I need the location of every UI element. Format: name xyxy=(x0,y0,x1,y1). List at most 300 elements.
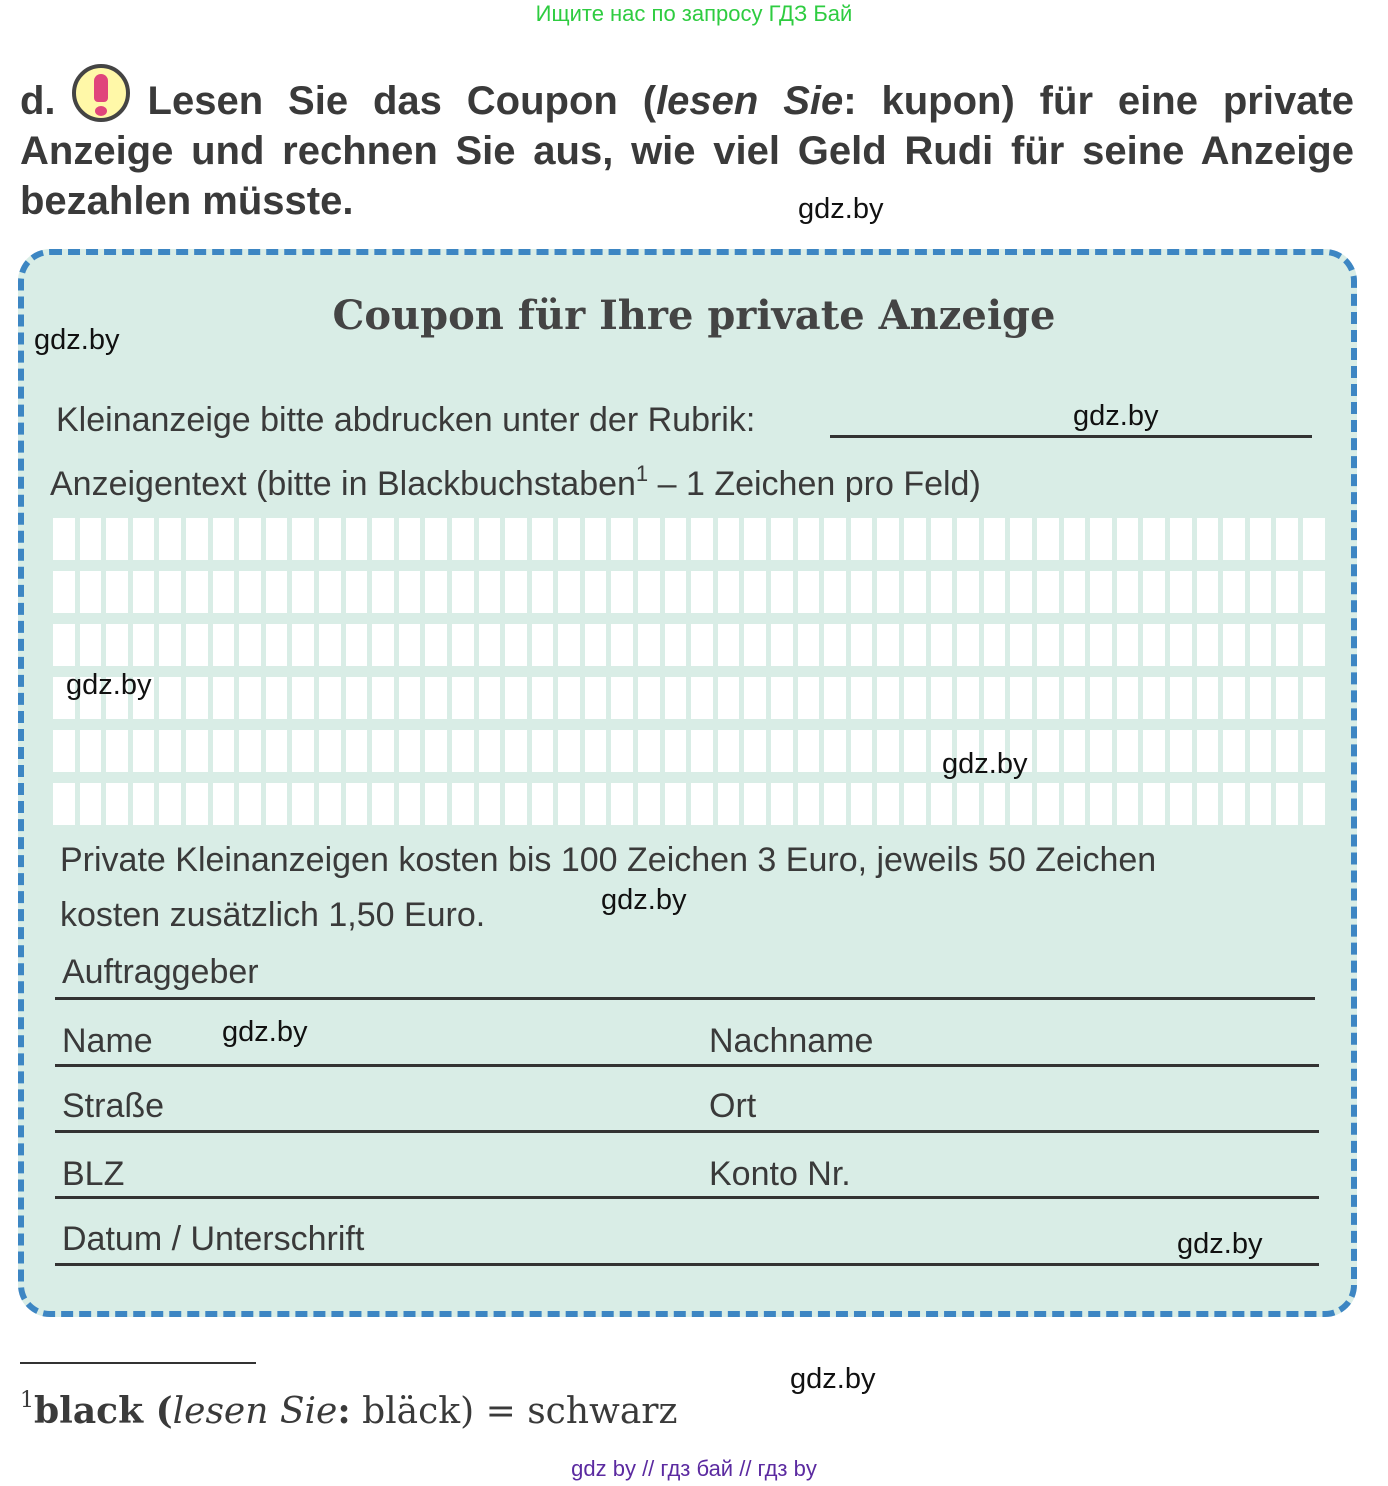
character-cell[interactable] xyxy=(1037,571,1059,613)
character-cell[interactable] xyxy=(877,783,899,825)
character-cell[interactable] xyxy=(239,783,261,825)
character-cell[interactable] xyxy=(399,783,421,825)
character-cell[interactable] xyxy=(638,518,660,560)
character-cell[interactable] xyxy=(611,518,633,560)
character-cell[interactable] xyxy=(213,571,235,613)
character-cell[interactable] xyxy=(1037,677,1059,719)
character-cell[interactable] xyxy=(718,730,740,772)
character-cell[interactable] xyxy=(479,677,501,719)
character-cell[interactable] xyxy=(904,518,926,560)
character-cell[interactable] xyxy=(80,730,102,772)
footnote-colon: : xyxy=(337,1390,351,1432)
character-cell[interactable] xyxy=(1064,677,1086,719)
character-cell[interactable] xyxy=(213,624,235,666)
character-cell[interactable] xyxy=(372,730,394,772)
character-cell[interactable] xyxy=(266,730,288,772)
character-cell[interactable] xyxy=(1037,730,1059,772)
character-cell[interactable] xyxy=(239,624,261,666)
character-cell[interactable] xyxy=(611,783,633,825)
character-cell[interactable] xyxy=(399,571,421,613)
character-cell[interactable] xyxy=(1037,783,1059,825)
character-cell[interactable] xyxy=(159,677,181,719)
character-cell[interactable] xyxy=(1223,571,1245,613)
character-cell[interactable] xyxy=(186,730,208,772)
character-cell[interactable] xyxy=(1143,677,1165,719)
character-cell[interactable] xyxy=(611,624,633,666)
character-cell[interactable] xyxy=(346,783,368,825)
character-cell[interactable] xyxy=(479,624,501,666)
character-cell[interactable] xyxy=(585,518,607,560)
character-cell[interactable] xyxy=(1117,571,1139,613)
character-cell[interactable] xyxy=(239,677,261,719)
character-cell[interactable] xyxy=(638,677,660,719)
character-cell[interactable] xyxy=(665,518,687,560)
character-cell[interactable] xyxy=(1223,518,1245,560)
character-cell[interactable] xyxy=(877,571,899,613)
character-cell[interactable] xyxy=(372,783,394,825)
character-cell[interactable] xyxy=(319,571,341,613)
character-cell[interactable] xyxy=(638,624,660,666)
character-cell[interactable] xyxy=(266,571,288,613)
character-cell[interactable] xyxy=(266,518,288,560)
character-cell[interactable] xyxy=(798,783,820,825)
character-cell[interactable] xyxy=(665,783,687,825)
character-cell[interactable] xyxy=(239,730,261,772)
footnote-italic: lesen Sie xyxy=(172,1391,338,1432)
character-cell[interactable] xyxy=(1117,783,1139,825)
character-cell[interactable] xyxy=(957,518,979,560)
character-cell[interactable] xyxy=(744,677,766,719)
character-cell[interactable] xyxy=(798,571,820,613)
character-cell[interactable] xyxy=(1223,624,1245,666)
character-grid[interactable] xyxy=(53,518,1323,836)
character-cell[interactable] xyxy=(718,783,740,825)
character-cell[interactable] xyxy=(585,571,607,613)
character-cell[interactable] xyxy=(1170,730,1192,772)
character-cell[interactable] xyxy=(186,783,208,825)
coupon-title: Coupon für Ihre private Anzeige xyxy=(332,292,1056,339)
character-cell[interactable] xyxy=(904,730,926,772)
character-cell[interactable] xyxy=(798,730,820,772)
character-cell[interactable] xyxy=(186,571,208,613)
character-cell[interactable] xyxy=(1197,624,1219,666)
character-cell[interactable] xyxy=(851,518,873,560)
character-cell[interactable] xyxy=(771,518,793,560)
character-cell[interactable] xyxy=(798,518,820,560)
character-cell[interactable] xyxy=(425,571,447,613)
character-cell[interactable] xyxy=(213,677,235,719)
character-cell[interactable] xyxy=(479,783,501,825)
character-cell[interactable] xyxy=(957,571,979,613)
character-cell[interactable] xyxy=(1117,518,1139,560)
character-cell[interactable] xyxy=(1064,783,1086,825)
character-cell[interactable] xyxy=(106,783,128,825)
character-cell[interactable] xyxy=(877,624,899,666)
character-cell[interactable] xyxy=(1170,571,1192,613)
character-cell[interactable] xyxy=(771,783,793,825)
character-cell[interactable] xyxy=(80,783,102,825)
character-cell[interactable] xyxy=(558,624,580,666)
character-cell[interactable] xyxy=(957,783,979,825)
character-cell[interactable] xyxy=(133,571,155,613)
character-cell[interactable] xyxy=(159,730,181,772)
footnote-pronunciation: bläck) xyxy=(350,1391,475,1432)
character-cell[interactable] xyxy=(346,518,368,560)
character-cell[interactable] xyxy=(452,730,474,772)
character-cell[interactable] xyxy=(638,783,660,825)
character-cell[interactable] xyxy=(744,730,766,772)
character-cell[interactable] xyxy=(532,571,554,613)
character-cell[interactable] xyxy=(824,783,846,825)
character-cell[interactable] xyxy=(1223,730,1245,772)
character-cell[interactable] xyxy=(771,571,793,613)
character-cell[interactable] xyxy=(718,624,740,666)
character-cell[interactable] xyxy=(558,571,580,613)
character-cell[interactable] xyxy=(452,624,474,666)
name-field-line[interactable] xyxy=(55,1064,1319,1067)
character-cell[interactable] xyxy=(691,624,713,666)
character-cell[interactable] xyxy=(771,677,793,719)
character-cell[interactable] xyxy=(1143,571,1165,613)
character-cell[interactable] xyxy=(133,518,155,560)
character-cell[interactable] xyxy=(346,677,368,719)
character-cell[interactable] xyxy=(1303,783,1325,825)
character-cell[interactable] xyxy=(319,677,341,719)
character-cell[interactable] xyxy=(1276,518,1298,560)
character-cell[interactable] xyxy=(292,518,314,560)
character-cell[interactable] xyxy=(53,571,75,613)
character-cell[interactable] xyxy=(1170,677,1192,719)
character-cell[interactable] xyxy=(1197,518,1219,560)
character-cell[interactable] xyxy=(1143,624,1165,666)
character-cell[interactable] xyxy=(319,624,341,666)
character-cell[interactable] xyxy=(1250,624,1272,666)
character-cell[interactable] xyxy=(372,677,394,719)
character-cell[interactable] xyxy=(1170,783,1192,825)
character-cell[interactable] xyxy=(1117,677,1139,719)
character-cell[interactable] xyxy=(452,518,474,560)
character-cell[interactable] xyxy=(1064,624,1086,666)
character-cell[interactable] xyxy=(1090,677,1112,719)
character-cell[interactable] xyxy=(399,624,421,666)
rubrik-label: Kleinanzeige bitte abdrucken unter der Rubrik: xyxy=(56,401,756,439)
character-cell[interactable] xyxy=(824,677,846,719)
character-cell[interactable] xyxy=(1010,624,1032,666)
character-cell[interactable] xyxy=(824,571,846,613)
character-cell[interactable] xyxy=(904,677,926,719)
character-cell[interactable] xyxy=(931,518,953,560)
character-cell[interactable] xyxy=(931,624,953,666)
character-cell[interactable] xyxy=(505,624,527,666)
character-cell[interactable] xyxy=(106,571,128,613)
character-cell[interactable] xyxy=(1064,730,1086,772)
character-cell[interactable] xyxy=(53,624,75,666)
character-cell[interactable] xyxy=(585,783,607,825)
character-cell[interactable] xyxy=(744,571,766,613)
character-cell[interactable] xyxy=(346,571,368,613)
character-cell[interactable] xyxy=(292,677,314,719)
character-cell[interactable] xyxy=(399,730,421,772)
character-cell[interactable] xyxy=(1250,518,1272,560)
character-cell[interactable] xyxy=(1276,783,1298,825)
character-cell[interactable] xyxy=(851,624,873,666)
character-cell[interactable] xyxy=(665,624,687,666)
character-cell[interactable] xyxy=(186,624,208,666)
character-cell[interactable] xyxy=(133,730,155,772)
character-cell[interactable] xyxy=(798,677,820,719)
character-cell[interactable] xyxy=(133,783,155,825)
character-cell[interactable] xyxy=(1090,783,1112,825)
character-cell[interactable] xyxy=(213,730,235,772)
character-cell[interactable] xyxy=(266,783,288,825)
character-cell[interactable] xyxy=(558,677,580,719)
character-cell[interactable] xyxy=(1143,783,1165,825)
character-cell[interactable] xyxy=(1303,518,1325,560)
character-cell[interactable] xyxy=(532,624,554,666)
character-cell[interactable] xyxy=(1117,624,1139,666)
character-cell[interactable] xyxy=(425,518,447,560)
character-cell[interactable] xyxy=(532,783,554,825)
character-cell[interactable] xyxy=(159,571,181,613)
character-cell[interactable] xyxy=(319,783,341,825)
character-cell[interactable] xyxy=(984,624,1006,666)
character-cell[interactable] xyxy=(159,624,181,666)
character-cell[interactable] xyxy=(1250,571,1272,613)
character-cell[interactable] xyxy=(558,730,580,772)
character-cell[interactable] xyxy=(851,571,873,613)
character-cell[interactable] xyxy=(744,518,766,560)
character-cell[interactable] xyxy=(1303,730,1325,772)
character-cell[interactable] xyxy=(292,624,314,666)
character-cell[interactable] xyxy=(665,571,687,613)
character-cell[interactable] xyxy=(425,677,447,719)
character-cell[interactable] xyxy=(771,624,793,666)
character-cell[interactable] xyxy=(1197,783,1219,825)
character-cell[interactable] xyxy=(1223,677,1245,719)
character-cell[interactable] xyxy=(1170,624,1192,666)
character-cell[interactable] xyxy=(399,677,421,719)
character-cell[interactable] xyxy=(1090,571,1112,613)
character-cell[interactable] xyxy=(532,730,554,772)
character-cell[interactable] xyxy=(372,571,394,613)
grid-row xyxy=(53,730,1323,772)
anzeigentext-label-main: Anzeigentext (bitte in Blackbuchstaben xyxy=(50,465,636,503)
character-cell[interactable] xyxy=(904,624,926,666)
character-cell[interactable] xyxy=(984,783,1006,825)
character-cell[interactable] xyxy=(1276,730,1298,772)
character-cell[interactable] xyxy=(877,730,899,772)
character-cell[interactable] xyxy=(691,571,713,613)
character-cell[interactable] xyxy=(984,518,1006,560)
character-cell[interactable] xyxy=(53,730,75,772)
character-cell[interactable] xyxy=(1170,518,1192,560)
character-cell[interactable] xyxy=(106,730,128,772)
character-cell[interactable] xyxy=(744,783,766,825)
character-cell[interactable] xyxy=(691,518,713,560)
character-cell[interactable] xyxy=(1090,624,1112,666)
character-cell[interactable] xyxy=(558,518,580,560)
character-cell[interactable] xyxy=(611,730,633,772)
character-cell[interactable] xyxy=(1250,677,1272,719)
character-cell[interactable] xyxy=(665,677,687,719)
character-cell[interactable] xyxy=(505,730,527,772)
character-cell[interactable] xyxy=(904,571,926,613)
character-cell[interactable] xyxy=(984,571,1006,613)
bottom-links[interactable]: gdz by // гдз бай // гдз by xyxy=(571,1456,817,1481)
character-cell[interactable] xyxy=(638,730,660,772)
character-cell[interactable] xyxy=(691,730,713,772)
character-cell[interactable] xyxy=(80,518,102,560)
character-cell[interactable] xyxy=(957,624,979,666)
character-cell[interactable] xyxy=(824,730,846,772)
character-cell[interactable] xyxy=(372,518,394,560)
character-cell[interactable] xyxy=(718,518,740,560)
character-cell[interactable] xyxy=(186,518,208,560)
strasse-label: Straße xyxy=(62,1087,165,1125)
character-cell[interactable] xyxy=(1276,624,1298,666)
character-cell[interactable] xyxy=(931,571,953,613)
watermark: gdz.by xyxy=(601,884,687,916)
character-cell[interactable] xyxy=(1303,571,1325,613)
character-cell[interactable] xyxy=(851,730,873,772)
blz-field-line[interactable] xyxy=(55,1196,1319,1199)
character-cell[interactable] xyxy=(292,571,314,613)
top-banner[interactable]: Ищите нас по запросу ГДЗ Бай xyxy=(535,1,853,26)
character-cell[interactable] xyxy=(1303,677,1325,719)
character-cell[interactable] xyxy=(106,518,128,560)
character-cell[interactable] xyxy=(425,730,447,772)
character-cell[interactable] xyxy=(1143,730,1165,772)
character-cell[interactable] xyxy=(532,677,554,719)
character-cell[interactable] xyxy=(213,518,235,560)
strasse-field-line[interactable] xyxy=(55,1130,1319,1133)
character-cell[interactable] xyxy=(585,677,607,719)
character-cell[interactable] xyxy=(691,783,713,825)
nachname-label: Nachname xyxy=(709,1022,874,1060)
character-cell[interactable] xyxy=(1010,783,1032,825)
character-cell[interactable] xyxy=(399,518,421,560)
character-cell[interactable] xyxy=(186,677,208,719)
character-cell[interactable] xyxy=(931,783,953,825)
character-cell[interactable] xyxy=(1197,571,1219,613)
character-cell[interactable] xyxy=(824,624,846,666)
character-cell[interactable] xyxy=(266,624,288,666)
character-cell[interactable] xyxy=(319,518,341,560)
character-cell[interactable] xyxy=(1090,730,1112,772)
character-cell[interactable] xyxy=(744,624,766,666)
character-cell[interactable] xyxy=(718,677,740,719)
character-cell[interactable] xyxy=(1250,730,1272,772)
character-cell[interactable] xyxy=(638,571,660,613)
character-cell[interactable] xyxy=(452,571,474,613)
character-cell[interactable] xyxy=(346,624,368,666)
character-cell[interactable] xyxy=(80,624,102,666)
character-cell[interactable] xyxy=(479,571,501,613)
character-cell[interactable] xyxy=(611,571,633,613)
character-cell[interactable] xyxy=(1276,677,1298,719)
character-cell[interactable] xyxy=(824,518,846,560)
character-cell[interactable] xyxy=(611,677,633,719)
character-cell[interactable] xyxy=(213,783,235,825)
character-cell[interactable] xyxy=(346,730,368,772)
character-cell[interactable] xyxy=(292,730,314,772)
character-cell[interactable] xyxy=(53,518,75,560)
character-cell[interactable] xyxy=(1250,783,1272,825)
character-cell[interactable] xyxy=(718,571,740,613)
character-cell[interactable] xyxy=(931,677,953,719)
character-cell[interactable] xyxy=(106,624,128,666)
character-cell[interactable] xyxy=(1010,677,1032,719)
character-cell[interactable] xyxy=(479,730,501,772)
character-cell[interactable] xyxy=(425,624,447,666)
character-cell[interactable] xyxy=(452,677,474,719)
character-cell[interactable] xyxy=(877,518,899,560)
character-cell[interactable] xyxy=(1037,624,1059,666)
character-cell[interactable] xyxy=(1037,518,1059,560)
character-cell[interactable] xyxy=(1117,730,1139,772)
character-cell[interactable] xyxy=(159,783,181,825)
character-cell[interactable] xyxy=(505,571,527,613)
datum-field-line[interactable] xyxy=(55,1263,1319,1266)
character-cell[interactable] xyxy=(505,518,527,560)
character-cell[interactable] xyxy=(505,677,527,719)
character-cell[interactable] xyxy=(292,783,314,825)
character-cell[interactable] xyxy=(319,730,341,772)
character-cell[interactable] xyxy=(904,783,926,825)
character-cell[interactable] xyxy=(957,677,979,719)
character-cell[interactable] xyxy=(771,730,793,772)
character-cell[interactable] xyxy=(851,783,873,825)
character-cell[interactable] xyxy=(239,571,261,613)
character-cell[interactable] xyxy=(505,783,527,825)
character-cell[interactable] xyxy=(691,677,713,719)
character-cell[interactable] xyxy=(1010,518,1032,560)
character-cell[interactable] xyxy=(1064,518,1086,560)
character-cell[interactable] xyxy=(1197,730,1219,772)
character-cell[interactable] xyxy=(1276,571,1298,613)
character-cell[interactable] xyxy=(798,624,820,666)
character-cell[interactable] xyxy=(585,730,607,772)
character-cell[interactable] xyxy=(239,518,261,560)
character-cell[interactable] xyxy=(851,677,873,719)
character-cell[interactable] xyxy=(266,677,288,719)
character-cell[interactable] xyxy=(1303,624,1325,666)
character-cell[interactable] xyxy=(1143,518,1165,560)
character-cell[interactable] xyxy=(585,624,607,666)
character-cell[interactable] xyxy=(558,783,580,825)
character-cell[interactable] xyxy=(133,624,155,666)
character-cell[interactable] xyxy=(452,783,474,825)
ort-label: Ort xyxy=(709,1087,757,1125)
character-cell[interactable] xyxy=(665,730,687,772)
character-cell[interactable] xyxy=(372,624,394,666)
character-cell[interactable] xyxy=(1010,571,1032,613)
character-cell[interactable] xyxy=(877,677,899,719)
character-cell[interactable] xyxy=(1064,571,1086,613)
character-cell[interactable] xyxy=(159,518,181,560)
character-cell[interactable] xyxy=(1090,518,1112,560)
character-cell[interactable] xyxy=(532,518,554,560)
character-cell[interactable] xyxy=(1223,783,1245,825)
character-cell[interactable] xyxy=(425,783,447,825)
rubrik-field-line[interactable] xyxy=(830,435,1312,438)
character-cell[interactable] xyxy=(479,518,501,560)
character-cell[interactable] xyxy=(984,677,1006,719)
character-cell[interactable] xyxy=(1197,677,1219,719)
footnote xyxy=(20,1388,677,1432)
character-cell[interactable] xyxy=(80,571,102,613)
character-cell[interactable] xyxy=(53,783,75,825)
